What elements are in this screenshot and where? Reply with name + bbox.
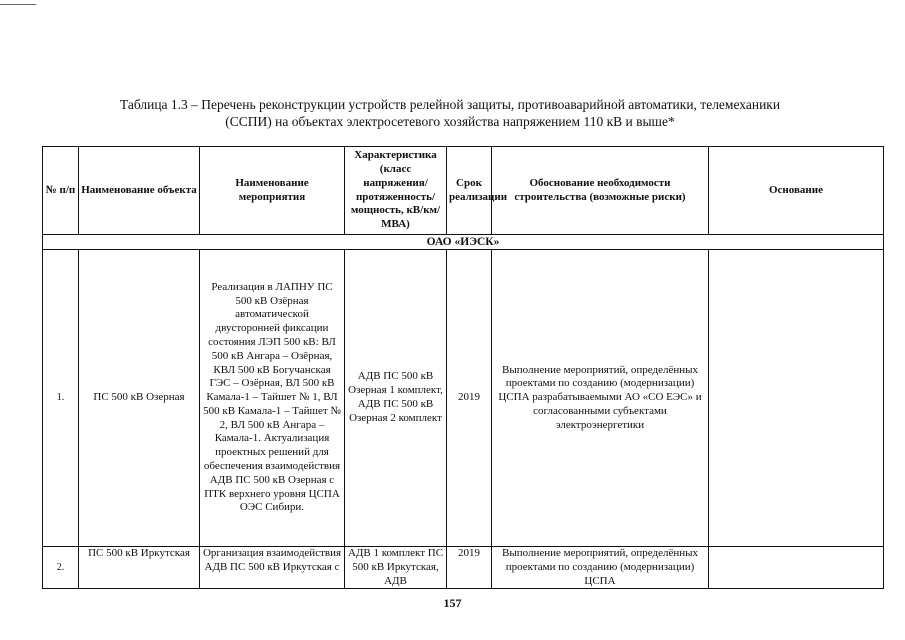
header-term: Срок реализации (447, 147, 492, 235)
caption-line-1: Таблица 1.3 – Перечень реконструкции устройств релейной защиты, противоаварийной автоматики, телемеханики (119, 97, 781, 112)
table-row (43, 547, 884, 589)
row-measure: Реализация в ЛАПНУ ПС 500 кВ Озёрная автоматической двусторонней фиксации состояния ЛЭП 500 кВ: ВЛ 500 кВ Ангара – Озёрная, КВЛ 500 кВ Богучанская ГЭС – Озёрная, ВЛ 500 кВ Камала-1 – Тайшет № 1, ВЛ 500 кВ Камала-1 – Тайшет № 2, ВЛ 500 кВ Ангара – Камала-1. Актуализация проектных решений для обеспечения взаимодействия АДВ ПС 500 кВ Озерная с ПТК верхнего уровня ЦСПА ОЭС Сибири. (200, 250, 345, 547)
row-num: 1. (43, 250, 79, 547)
table-row (43, 250, 884, 547)
row-num: 2. (43, 547, 79, 589)
row-justification: Выполнение мероприятий, определённых проектами по созданию (модернизации) ЦСПА разрабатываемыми АО «СО ЕЭС» и согласованными субъектами электроэнергетики (492, 250, 709, 547)
organization-row (43, 235, 884, 250)
page-number: 157 (443, 596, 462, 610)
header-measure: Наименование мероприятия (200, 147, 345, 235)
table-header-row (43, 147, 884, 235)
row-justification: Выполнение мероприятий, определённых проектами по созданию (модернизации) ЦСПА (492, 547, 709, 589)
reconstruction-table (42, 146, 884, 589)
row-basis (709, 250, 884, 547)
caption-line-2: (ССПИ) на объектах электросетевого хозяйства напряжением 110 кВ и выше* (225, 114, 675, 129)
header-rule (0, 4, 36, 5)
table-caption (50, 96, 850, 130)
header-justification: Обоснование необходимости строительства (возможные риски) (492, 147, 709, 235)
header-basis: Основание (709, 147, 884, 235)
row-term: 2019 (447, 250, 492, 547)
organization-name: ОАО «ИЭСК» (43, 235, 884, 250)
row-characteristic: АДВ 1 комплект ПС 500 кВ Иркутская, АДВ (345, 547, 447, 589)
header-num: № п/п (43, 147, 79, 235)
row-term: 2019 (447, 547, 492, 589)
row-measure: Организация взаимодействия АДВ ПС 500 кВ Иркутская с (200, 547, 345, 589)
header-characteristic: Характеристика (класс напряжения/ протяженность/ мощность, кВ/км/МВА) (345, 147, 447, 235)
row-object: ПС 500 кВ Иркутская (79, 547, 200, 589)
row-basis (709, 547, 884, 589)
row-object: ПС 500 кВ Озерная (79, 250, 200, 547)
header-object: Наименование объекта (79, 147, 200, 235)
row-characteristic: АДВ ПС 500 кВ Озерная 1 комплект, АДВ ПС 500 кВ Озерная 2 комплект (345, 250, 447, 547)
